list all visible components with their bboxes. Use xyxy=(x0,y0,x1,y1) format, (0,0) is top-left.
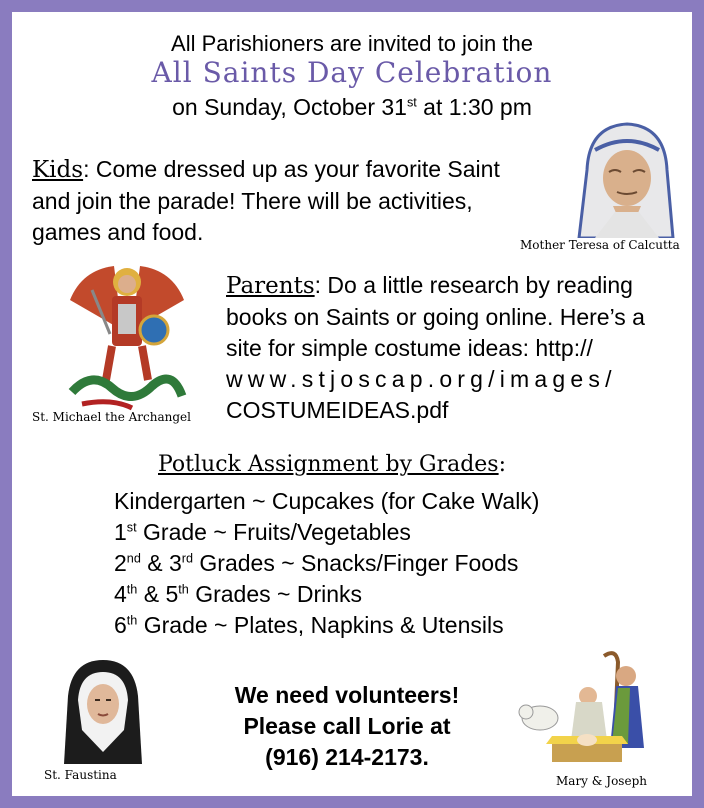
kids-paragraph xyxy=(32,154,542,248)
mother-teresa-image xyxy=(565,120,681,238)
volunteer-phone[interactable]: (916) 214-2173. xyxy=(265,744,429,770)
time-text: at 1:30 pm xyxy=(416,94,532,120)
st-michael-image xyxy=(62,260,192,412)
caption-michael: St. Michael the Archangel xyxy=(32,410,191,424)
volunteer-block xyxy=(202,680,492,773)
caption-teresa: Mother Teresa of Calcutta xyxy=(520,238,680,252)
volunteer-line1: We need volunteers! xyxy=(234,682,460,708)
parents-paragraph xyxy=(226,270,682,426)
caption-faustina: St. Faustina xyxy=(44,768,117,782)
date-text: on Sunday, October 31 xyxy=(172,94,407,120)
potluck-heading-row: Potluck Assignment by Grades: xyxy=(158,452,507,477)
kids-text: : Come dressed up as your favorite Saint and join the parade! There will be activities, games and food. xyxy=(32,156,500,245)
list-item: 6th Grade ~ Plates, Napkins & Utensils xyxy=(114,612,504,638)
parents-text: : Do a little research by reading books on Saints or going online. Here’s a site for simple costume ideas: http:// xyxy=(226,272,645,361)
potluck-heading: Potluck Assignment by Grades xyxy=(158,452,499,477)
kids-label: Kids xyxy=(32,157,84,183)
list-item: 1st Grade ~ Fruits/Vegetables xyxy=(114,519,411,545)
caption-mary-joseph: Mary & Joseph xyxy=(556,774,647,788)
event-title: All Saints Day Celebration xyxy=(151,56,553,89)
list-item: 2nd & 3rd Grades ~ Snacks/Finger Foods xyxy=(114,550,519,576)
date-suffix: st xyxy=(406,95,417,110)
costume-url-line1[interactable]: www.stjoscap.org/images/ xyxy=(226,366,617,392)
event-date xyxy=(12,94,692,121)
st-faustina-image xyxy=(54,656,152,764)
costume-url-line2[interactable]: COSTUMEIDEAS.pdf xyxy=(226,397,449,423)
potluck-list xyxy=(114,486,674,641)
volunteer-line2: Please call Lorie at xyxy=(243,713,451,739)
flyer-page xyxy=(12,12,692,796)
list-item: 4th & 5th Grades ~ Drinks xyxy=(114,581,363,607)
list-item: Kindergarten ~ Cupcakes (for Cake Walk) xyxy=(114,488,540,514)
invite-line: All Parishioners are invited to join the xyxy=(171,31,533,56)
mary-joseph-image xyxy=(512,648,662,772)
parents-label: Parents xyxy=(226,273,315,299)
